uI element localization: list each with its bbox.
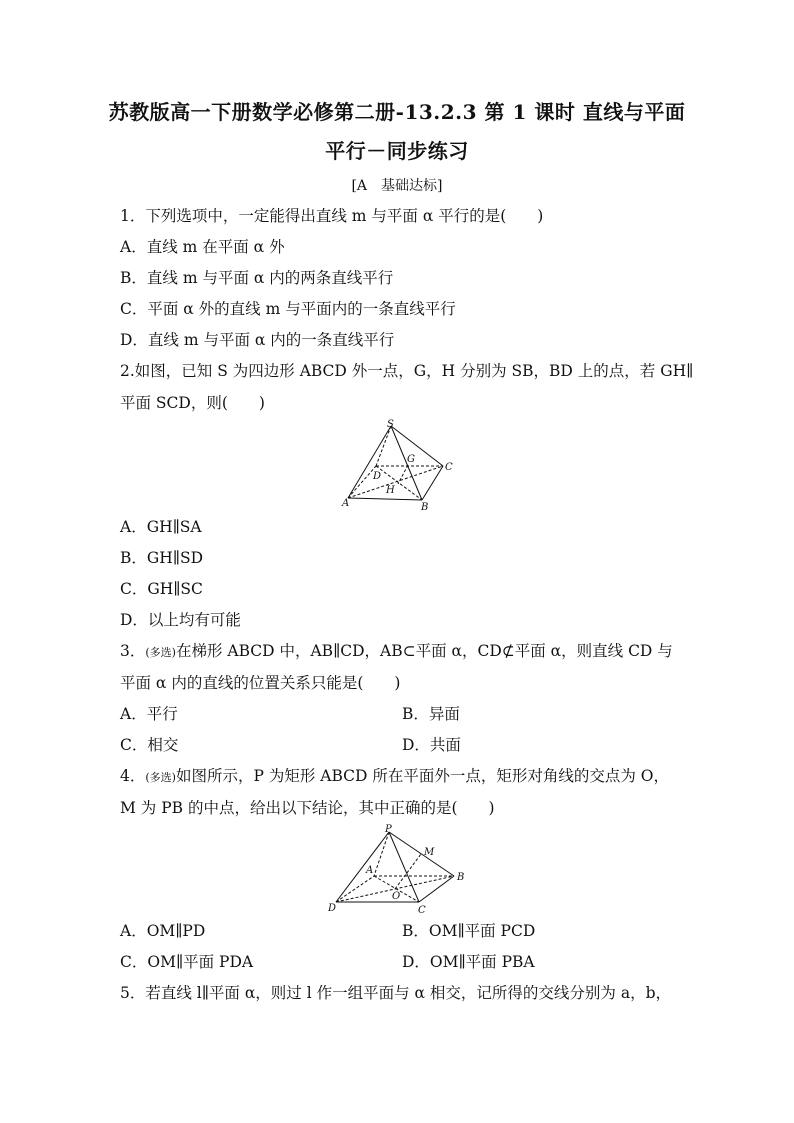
q4-multi-select-tag: (多选) — [145, 771, 176, 784]
edge-pa — [374, 832, 389, 876]
label-a: A — [366, 865, 374, 876]
q4-option-b: B．OM∥平面 PCD — [402, 922, 536, 940]
label-d: D — [328, 903, 337, 914]
q3-stem-text: 在梯形 ABCD 中，AB∥CD，AB⊂平面 α，CD⊄平面 α，则直线 CD 与 — [175, 642, 673, 660]
label-d: D — [373, 471, 382, 482]
edge-ad — [348, 466, 376, 498]
q4-pyramid-figure — [322, 822, 472, 917]
edge-sa — [348, 426, 391, 498]
label-o: O — [392, 891, 401, 902]
q4-option-a: A．OM∥PD — [120, 922, 206, 940]
segment-om — [395, 854, 421, 889]
q5-stem-line1: 5．若直线 l∥平面 α，则过 l 作一组平面与 α 相交，记所得的交线分别为 a，b， — [120, 984, 672, 1002]
q1-option-b: B．直线 m 与平面 α 内的两条直线平行 — [120, 269, 394, 287]
q2-pyramid-figure — [336, 418, 466, 513]
q2-option-d: D．以上均有可能 — [120, 611, 241, 629]
label-m: M — [424, 847, 435, 858]
document-title-line2: 平行－同步练习 — [325, 139, 469, 163]
section-heading: [A 基础达标] — [351, 178, 443, 194]
q1-option-a: A．直线 m 在平面 α 外 — [120, 238, 285, 256]
q2-stem-line2: 平面 SCD，则( ) — [120, 394, 265, 412]
q4-stem-line1 — [120, 765, 669, 789]
q1-stem: 1．下列选项中，一定能得出直线 m 与平面 α 平行的是( ) — [120, 207, 544, 225]
label-g: G — [407, 454, 415, 465]
q4-number: 4． — [120, 767, 146, 785]
q2-option-c: C．GH∥SC — [120, 580, 203, 598]
label-a: A — [342, 498, 350, 509]
edge-sc — [391, 426, 443, 466]
q4-option-d: D．OM∥平面 PBA — [402, 953, 535, 971]
q4-option-c: C．OM∥平面 PDA — [120, 953, 254, 971]
q2-option-a: A．GH∥SA — [120, 518, 202, 536]
label-c: C — [445, 462, 453, 473]
label-c: C — [418, 905, 426, 916]
q3-number: 3． — [120, 642, 146, 660]
label-h: H — [386, 485, 395, 496]
q3-option-d: D．共面 — [402, 736, 461, 754]
edge-da — [336, 876, 374, 902]
edge-sd — [376, 426, 391, 466]
q3-multi-select-tag: (多选) — [145, 646, 176, 659]
q3-option-b: B．异面 — [402, 705, 460, 723]
document-title-line1: 苏教版高一下册数学必修第二册-13.2.3 第 1 课时 直线与平面 — [108, 100, 686, 124]
q2-option-b: B．GH∥SD — [120, 549, 203, 567]
q1-option-c: C．平面 α 外的直线 m 与平面内的一条直线平行 — [120, 300, 456, 318]
segment-gh — [398, 465, 408, 484]
q2-stem-line1: 2.如图，已知 S 为四边形 ABCD 外一点，G，H 分别为 SB，BD 上的点，若 GH∥ — [120, 362, 694, 380]
q4-stem-line2: M 为 PB 的中点，给出以下结论，其中正确的是( ) — [120, 799, 495, 817]
q3-stem-line1 — [120, 640, 673, 664]
q3-option-a: A．平行 — [120, 705, 178, 723]
edge-pd — [336, 832, 389, 902]
q1-option-d: D．直线 m 与平面 α 内的一条直线平行 — [120, 331, 395, 349]
label-p: P — [385, 824, 392, 835]
label-s: S — [387, 419, 394, 430]
edge-bc — [422, 466, 443, 500]
q4-stem-text: 如图所示，P 为矩形 ABCD 所在平面外一点，矩形对角线的交点为 O， — [175, 767, 669, 785]
label-b: B — [457, 872, 465, 883]
q3-option-c: C．相交 — [120, 736, 179, 754]
label-b: B — [421, 502, 429, 513]
edge-ab — [348, 498, 422, 500]
q3-stem-line2: 平面 α 内的直线的位置关系只能是( ) — [120, 674, 401, 692]
